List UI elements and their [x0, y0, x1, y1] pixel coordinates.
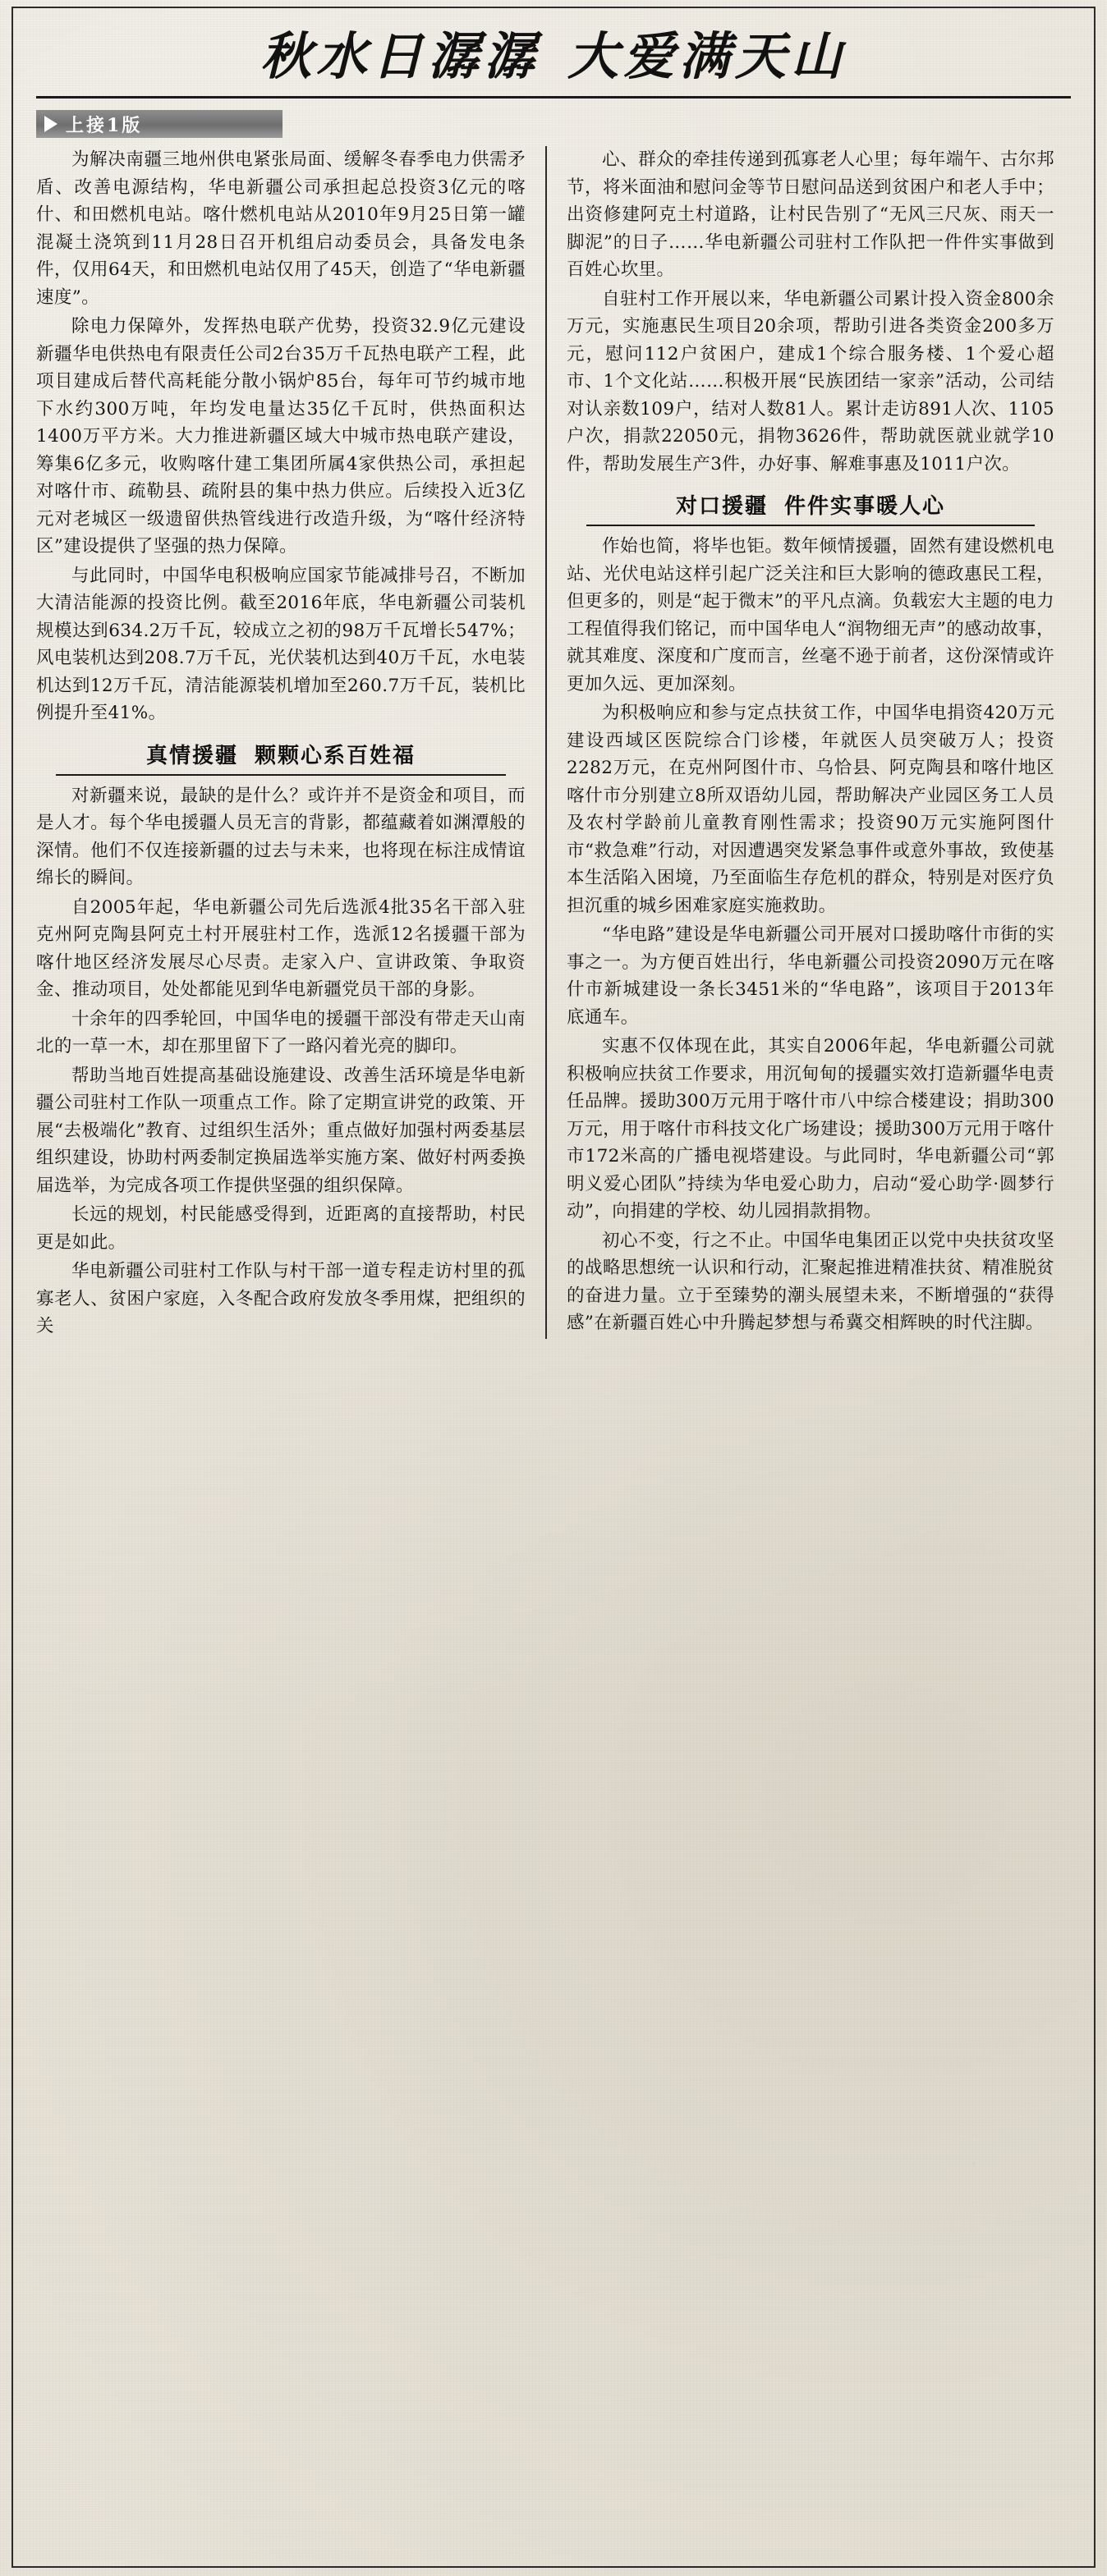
paragraph: 自驻村工作开展以来，华电新疆公司累计投入资金800余万元，实施惠民生项目20余项，帮助引进各类资金200多万元，慰问112户贫困户，建成1个综合服务楼、1个爱心超市、1个文化站……积极开展“民族团结一家亲”活动，公司结对认亲数109户，结对人数81人。累计走访891人次、1105户次，捐款22050元，捐物3626件，帮助就医就业就学10件，帮助发展生产3件，办好事、解难事惠及1011户次。: [567, 288, 1054, 474]
paragraph: 对新疆来说，最缺的是什么？或许并不是资金和项目，而是人才。每个华电援疆人员无言的背影，都蕴藏着如渊潭般的深情。他们不仅连接新疆的过去与未来，也将现在标注成情谊绵长的瞬间。: [36, 785, 526, 889]
section-heading-right: [567, 489, 1054, 526]
paragraph: 作始也简，将毕也钜。数年倾情援疆，固然有建设燃机电站、光伏电站这样引起广泛关注和巨大影响的德政惠民工程，但更多的，则是“起于微末”的平凡点滴。负载宏大主题的电力工程值得我们铭记，而中国华电人“润物细无声”的感动故事，就其难度、深度和广度而言，丝毫不逊于前者，这份深情或许更加久远、更加深刻。: [567, 536, 1054, 694]
continuation-banner: [36, 110, 282, 138]
arrow-right-icon: [44, 116, 57, 132]
paragraph: 自2005年起，华电新疆公司先后选派4批35名干部入驻克州阿克陶县阿克土村开展驻村工作，选派12名援疆干部为喀什地区经济发展尽心尽责。走家入户、宣讲政策、争取资金、推动项目，处处都能见到华电新疆党员干部的身影。: [36, 896, 526, 1001]
paragraph: 帮助当地百姓提高基础设施建设、改善生活环境是华电新疆公司驻村工作队一项重点工作。除了定期宣讲党的政策、开展“去极端化”教育、过组织生活外；重点做好加强村两委基层组织建设，协助村两委制定换届选举实施方案、做好村两委换届选举，为完成各项工作提供坚强的组织保障。: [36, 1065, 526, 1196]
paragraph: 长远的规划，村民能感受得到，近距离的直接帮助，村民更是如此。: [36, 1204, 526, 1253]
paragraph: “华电路”建设是华电新疆公司开展对口援助喀什市街的实事之一。为方便百姓出行，华电新疆公司投资2090万元在喀什市新城建设一条长3451米的“华电路”，该项目于2013年底通车。: [567, 924, 1054, 1028]
headline-part-1: 秋水日潺潺: [260, 26, 540, 86]
paragraph: 华电新疆公司驻村工作队与村干部一道专程走访村里的孤寡老人、贫困户家庭，入冬配合政府发放冬季用煤，把组织的关: [36, 1261, 526, 1337]
paragraph: 心、群众的牵挂传递到孤寡老人心里；每年端午、古尔邦节，将米面油和慰问金等节日慰问品送到贫困户和老人手中；出资修建阿克土村道路，让村民告别了“无风三尺灰、雨天一脚泥”的日子……华电新疆公司驻村工作队把一件件实事做到百姓心坎里。: [567, 149, 1054, 281]
page-title: [36, 25, 1071, 85]
paragraph: 除电力保障外，发挥热电联产优势，投资32.9亿元建设新疆华电供热电有限责任公司2台35万千瓦热电联产工程，此项目建成后替代高耗能分散小锅炉85台，每年可节约城市地下水约300万吨，年均发电量达35亿千瓦时，供热面积达1400万平方米。大力推进新疆区域大中城市热电联产建设，筹集6亿多元，收购喀什建工集团所属4家供热公司，承担起对喀什市、疏勒县、疏附县的集中热力供应。后续投入近3亿元对老城区一级遗留供热管线进行改造升级，为“喀什经济特区”建设提供了坚强的热力保障。: [36, 316, 526, 557]
paragraph: 与此同时，中国华电积极响应国家节能减排号召，不断加大清洁能源的投资比例。截至2016年底，华电新疆公司装机规模达到634.2万千瓦，较成立之初的98万千瓦增长547%；风电装机达到208.7万千瓦，光伏装机达到40万千瓦，水电装机达到12万千瓦，清洁能源装机增加至260.7万千瓦，装机比例提升至41%。: [36, 565, 526, 724]
left-column: [36, 146, 545, 1342]
section-heading-left: [36, 739, 526, 776]
section-heading-part-2: 颗颗心系百姓福: [255, 743, 416, 768]
headline-divider: [36, 96, 1071, 99]
right-column: [545, 146, 1054, 1339]
article-columns: [36, 146, 1071, 1342]
section-heading-part-1: 对口援疆: [675, 494, 768, 520]
page-border: [11, 7, 1096, 2568]
paragraph: 初心不变，行之不止。中国华电集团正以党中央扶贫攻坚的战略思想统一认识和行动，汇聚起推进精准扶贫、精准脱贫的奋进力量。立于至臻势的潮头展望未来，不断增强的“获得感”在新疆百姓心中升腾起梦想与希冀交相辉映的时代注脚。: [567, 1230, 1054, 1334]
section-heading-part-1: 真情援疆: [145, 743, 238, 768]
paragraph: 十余年的四季轮回，中国华电的援疆干部没有带走天山南北的一草一木，却在那里留下了一路闪着光亮的脚印。: [36, 1008, 526, 1057]
section-heading-part-2: 件件实事暖人心: [784, 494, 946, 520]
headline-part-2: 大爱满天山: [567, 26, 847, 86]
paragraph: 为积极响应和参与定点扶贫工作，中国华电捐资420万元建设西域区医院综合门诊楼，年就医人员突破万人；投资2282万元，在克州阿图什市、乌恰县、阿克陶县和喀什地区喀什市分别建立8所双语幼儿园，帮助解决产业园区务工人员及农村学龄前儿童教育刚性需求；投资90万元实施阿图什市“救急难”行动，对因遭遇突发紧急事件或意外事故，致使基本生活陷入困境，乃至面临生存危机的群众，特别是对医疗负担沉重的城乡困难家庭实施救助。: [567, 703, 1054, 916]
continuation-label: 上接1版: [66, 114, 143, 136]
page-content: [36, 25, 1071, 2553]
paragraph: 实惠不仅体现在此，其实自2006年起，华电新疆公司就积极响应扶贫工作要求，用沉甸甸的援疆实效打造新疆华电责任品牌。援助300万元用于喀什市八中综合楼建设；捐助300万元，用于喀什市科技文化广场建设；援助300万元用于喀什市172米高的广播电视塔建设。与此同时，华电新疆公司“郭明义爱心团队”持续为华电爱心助力，启动“爱心助学·圆梦行动”，向捐建的学校、幼儿园捐款捐物。: [567, 1036, 1054, 1222]
paragraph: 为解决南疆三地州供电紧张局面、缓解冬春季电力供需矛盾、改善电源结构，华电新疆公司承担起总投资3亿元的喀什、和田燃机电站。喀什燃机电站从2010年9月25日第一罐混凝土浇筑到11月28日召开机组启动委员会，具备发电条件，仅用64天，和田燃机电站仅用了45天，创造了“华电新疆速度”。: [36, 149, 526, 308]
